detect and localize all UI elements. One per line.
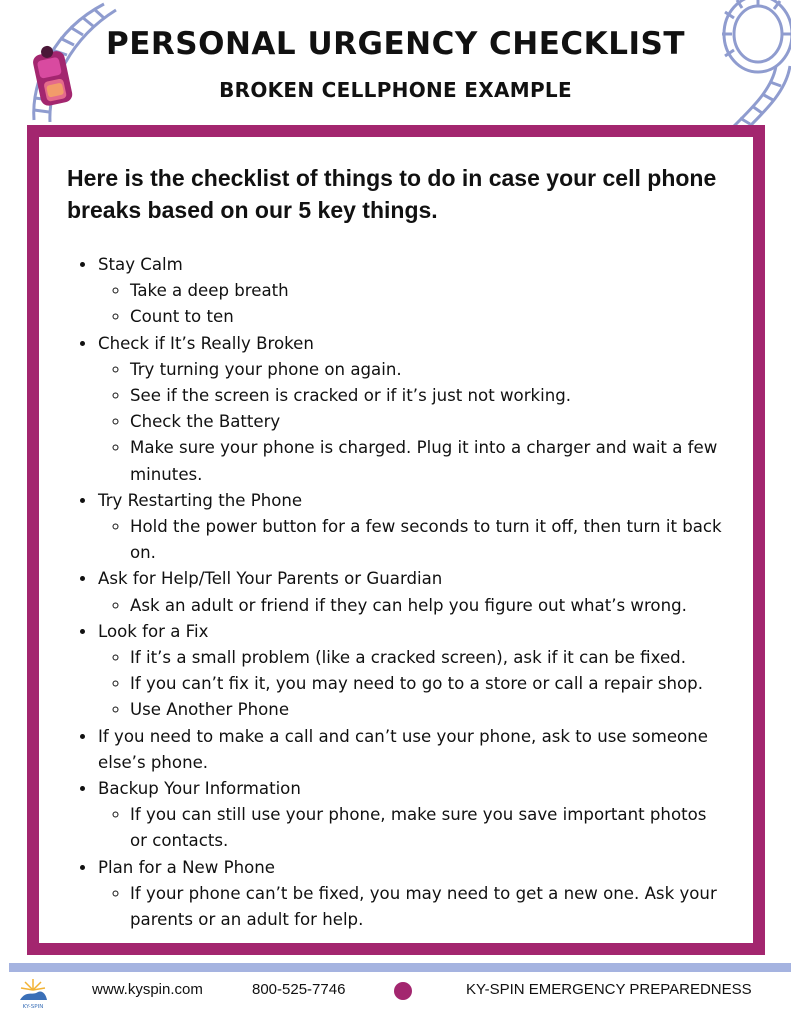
sub-list: [98, 593, 727, 619]
checklist: [67, 252, 727, 933]
kyspin-logo: [16, 976, 50, 1010]
checklist-item: [97, 855, 727, 934]
checklist-item: [97, 619, 727, 724]
footer-phone: 800-525-7746: [252, 981, 346, 998]
sub-item: ◦ Check the Battery: [130, 409, 727, 435]
sub-item: ◦ Take a deep breath: [130, 278, 727, 304]
checklist-item: [97, 488, 727, 567]
sub-item: ◦ If it’s a small problem (like a cracked screen), ask if it can be fixed.: [130, 645, 727, 671]
checklist-item-label: Stay Calm: [98, 255, 183, 274]
logo-text: KY-SPIN: [22, 1004, 44, 1010]
sub-list: [98, 278, 727, 330]
checklist-frame: [27, 125, 765, 955]
sub-item: ◦ Use Another Phone: [130, 697, 727, 723]
footer-website[interactable]: www.kyspin.com: [92, 981, 203, 998]
checklist-item-label: Ask for Help/Tell Your Parents or Guardian: [98, 569, 443, 589]
sub-item: ◦ If your phone can’t be fixed, you may need to get a new one. Ask your parents or an adult for help.: [130, 881, 727, 933]
sub-item: ◦ Hold the power button for a few seconds to turn it off, then turn it back on.: [130, 514, 727, 566]
sub-list: [98, 357, 727, 488]
page-subtitle: BROKEN CELLPHONE EXAMPLE: [219, 78, 572, 102]
checklist-item: [97, 776, 727, 855]
sub-item: ◦ If you can’t fix it, you may need to go to a store or call a repair shop.: [130, 671, 727, 697]
page-title: PERSONAL URGENCY CHECKLIST: [106, 26, 685, 62]
checklist-item-label: Look for a Fix: [98, 621, 209, 641]
sub-list: [98, 645, 727, 724]
checklist-panel: [39, 137, 753, 943]
footer-dot: [394, 982, 412, 1000]
sub-list: [98, 514, 727, 566]
sub-item: ◦ Try turning your phone on again.: [130, 357, 727, 383]
sub-item: ◦ Make sure your phone is charged. Plug it into a charger and wait a few minutes.: [130, 435, 727, 487]
checklist-item: [97, 566, 727, 618]
sub-item: ◦ See if the screen is cracked or if it’s just not working.: [130, 383, 727, 409]
footer-org: KY-SPIN EMERGENCY PREPAREDNESS: [466, 981, 752, 998]
checklist-item-label: If you need to make a call and can’t use your phone, ask to use someone else’s phone.: [98, 726, 708, 772]
sub-item: ◦ Count to ten: [130, 304, 727, 330]
checklist-item: [97, 252, 727, 331]
sub-item: ◦ Ask an adult or friend if they can help you figure out what’s wrong.: [130, 593, 727, 619]
footer: [0, 972, 791, 1024]
sub-item: ◦ If you can still use your phone, make sure you save important photos or contacts.: [130, 802, 727, 854]
checklist-item: [97, 724, 727, 776]
footer-divider: [9, 963, 791, 972]
roller-coaster-loop-icon: [710, 0, 791, 132]
intro-text: Here is the checklist of things to do in case your cell phone breaks based on our 5 key things.: [67, 165, 717, 223]
checklist-item-label: Backup Your Information: [98, 779, 301, 799]
checklist-item-label: Try Restarting the Phone: [98, 490, 303, 510]
checklist-item-label: Check if It’s Really Broken: [98, 333, 314, 353]
sub-list: [98, 881, 727, 933]
checklist-item: [97, 331, 727, 488]
sub-list: [98, 802, 727, 854]
checklist-item-label: Plan for a New Phone: [98, 857, 275, 877]
